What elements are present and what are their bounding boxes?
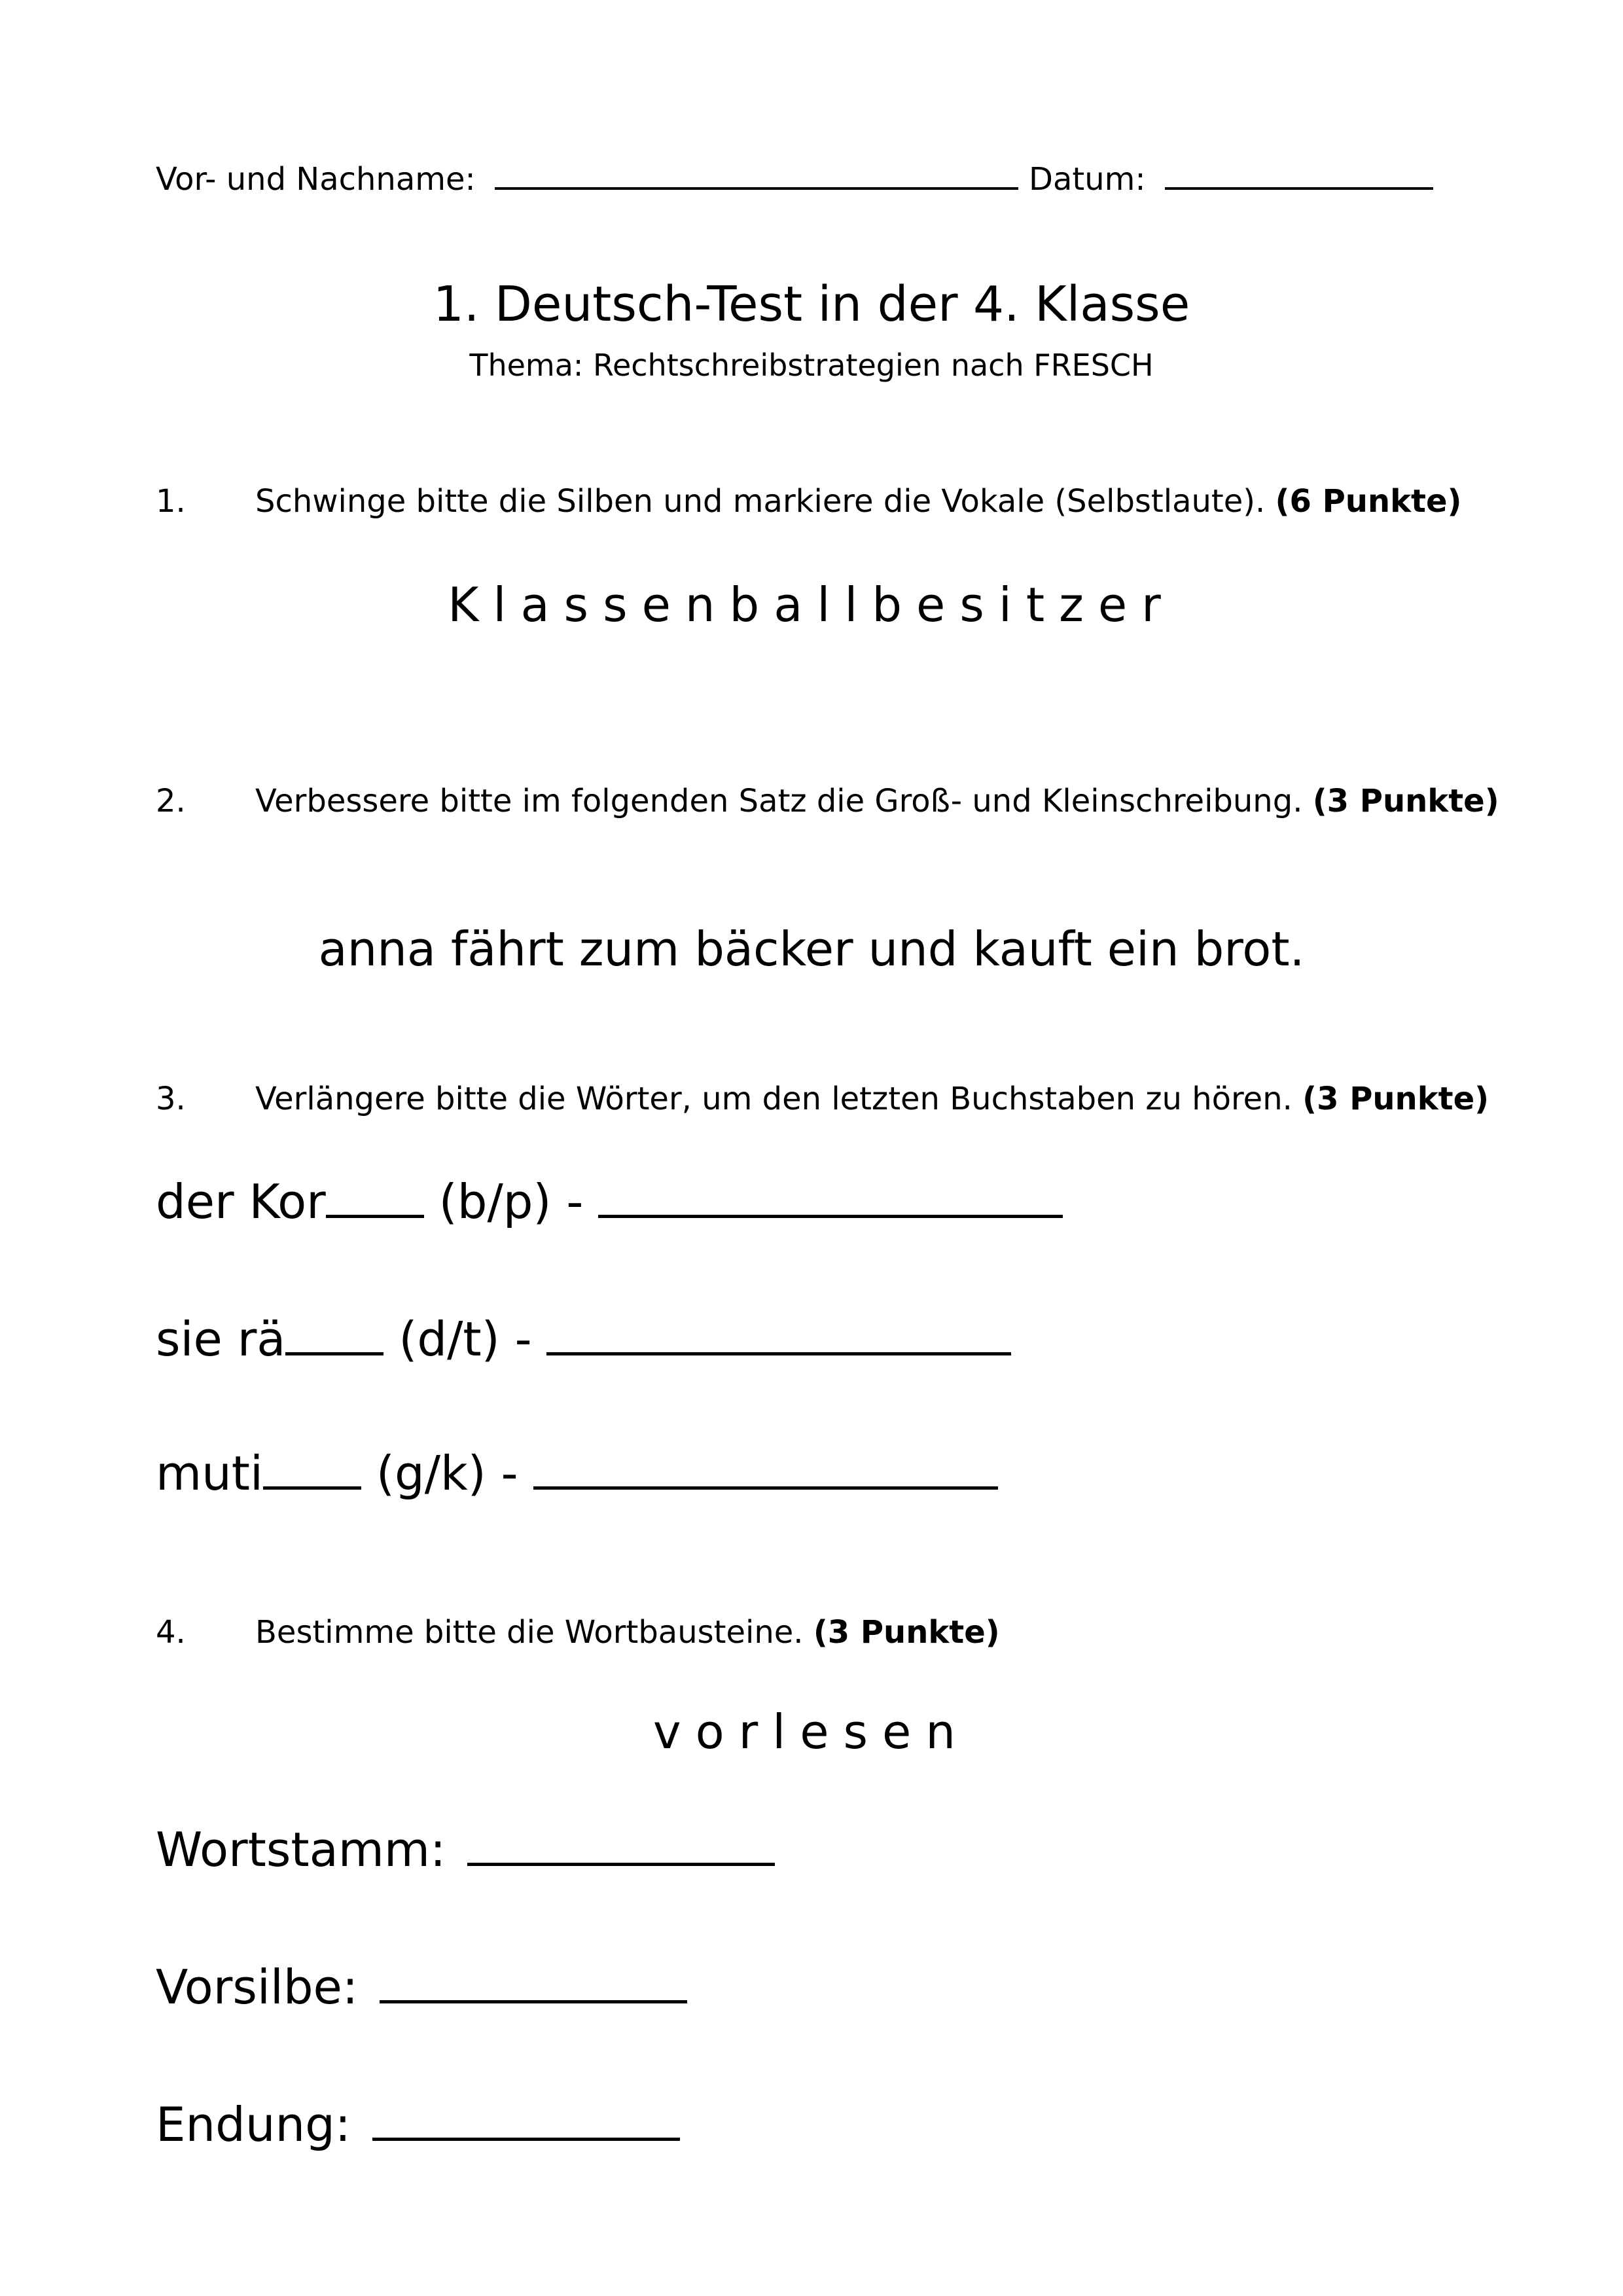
test-subtitle: Thema: Rechtschreibstrategien nach FRESCH [469,348,1154,383]
task-2-points: (3 Punkte) [1312,783,1499,819]
task-3-item-1-letter-blank[interactable] [326,1214,424,1218]
task-1-points: (6 Punkte) [1275,483,1462,520]
task-3-item-3-choice: (g/k) - [376,1446,518,1501]
task-3-item-2-choice: (d/t) - [399,1312,532,1367]
test-title: 1. Deutsch-Test in der 4. Klasse [433,276,1190,332]
task-3-item-3-prefix: muti [156,1446,264,1501]
name-blank[interactable] [495,187,1018,190]
endung-label: Endung: [156,2097,351,2152]
endung-blank[interactable] [372,2137,680,2141]
task-2-instruction [255,785,1499,817]
vorsilbe-blank[interactable] [380,2000,687,2003]
task-4-text: Bestimme bitte die Wortbausteine. [255,1614,804,1651]
task-2-text: Verbessere bitte im folgenden Satz die Groß- und Kleinschreibung. [255,783,1303,819]
task-1-word: Klassenballbesitzer [448,577,1175,632]
task-4-word: vorlesen [652,1704,970,1759]
task-3-item-2-prefix: sie rä [156,1312,286,1367]
task-4-instruction [255,1614,1000,1651]
task-3-item-2-letter-blank[interactable] [285,1352,383,1355]
task-3-item-1 [156,1174,1063,1229]
task-2-number: 2. [156,783,186,819]
date-blank[interactable] [1165,187,1433,190]
task-3-points: (3 Punkte) [1302,1081,1489,1117]
task-1-text: Schwinge bitte die Silben und markiere die Vokale (Selbstlaute). [255,483,1266,520]
task-3-item-1-answer-blank[interactable] [598,1214,1063,1218]
task-2-sentence: anna fährt zum bäcker und kauft ein brot. [318,922,1305,977]
task-3-item-1-prefix: der Kor [156,1174,326,1229]
task-1-instruction [255,483,1462,520]
name-field-row [156,161,1018,198]
task-4-field-wortstamm [156,1822,775,1877]
vorsilbe-label: Vorsilbe: [156,1960,359,2015]
task-4-number: 4. [156,1614,186,1651]
date-label: Datum: [1029,161,1146,198]
wortstamm-label: Wortstamm: [156,1822,446,1877]
date-field-row [1029,161,1433,198]
task-3-number: 3. [156,1081,186,1117]
task-3-item-1-choice: (b/p) - [438,1174,584,1229]
task-3-item-2-answer-blank[interactable] [546,1352,1011,1355]
task-3-text: Verlängere bitte die Wörter, um den letzten Buchstaben zu hören. [255,1081,1293,1117]
task-3-item-3 [156,1446,998,1501]
task-3-instruction [255,1083,1489,1115]
task-4-field-vorsilbe [156,1960,687,2015]
task-3-item-2 [156,1312,1011,1367]
wortstamm-blank[interactable] [467,1862,775,1866]
task-4-points: (3 Punkte) [813,1614,1000,1651]
name-label: Vor- und Nachname: [156,161,476,198]
task-1-number: 1. [156,483,186,520]
task-4-field-endung [156,2097,680,2152]
task-3-item-3-answer-blank[interactable] [533,1486,998,1490]
task-3-item-3-letter-blank[interactable] [263,1486,361,1490]
